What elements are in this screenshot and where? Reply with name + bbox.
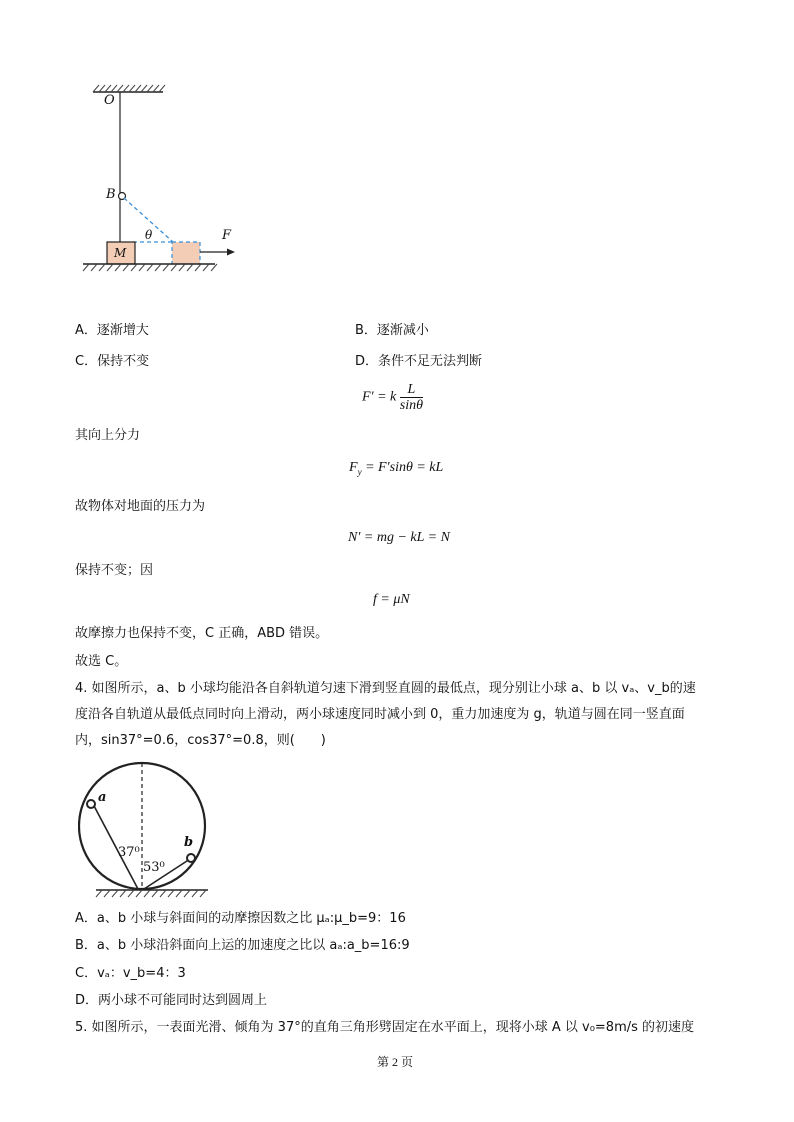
equation-4: f = μN: [373, 592, 410, 607]
block-shifted: [172, 242, 200, 264]
q4-option-a: A．a、b 小球与斜面间的动摩擦因数之比 μₐ:μ_b=9：16: [75, 911, 406, 926]
ball-a: [87, 800, 95, 808]
eq1-lhs: F′ = k: [362, 389, 397, 405]
eq1-fraction: [400, 382, 423, 413]
q3-option-b: B．逐渐减小: [355, 323, 429, 338]
label-f: F: [222, 228, 232, 243]
equation-2: [349, 460, 443, 477]
solution-line-2: 故物体对地面的压力为: [75, 499, 206, 514]
eq2-rest: = F′sinθ = kL: [361, 460, 444, 475]
q3-option-a: A．逐渐增大: [75, 323, 149, 338]
force-arrowhead: [227, 249, 235, 256]
ball-b: [187, 854, 195, 862]
q4-stem-line-2: 度沿各自轨道从最低点同时向上滑动，两小球速度同时减小到 0，重力加速度为 g，轨道与圆在同一竖直面: [75, 707, 685, 722]
label-m: M: [114, 246, 127, 260]
q5-stem: 5. 如图所示，一表面光滑、倾角为 37°的直角三角形劈固定在水平面上，现将小球 A 以 v₀=8m/s 的初速度: [75, 1020, 695, 1035]
solution-line-3: 保持不变；因: [75, 563, 154, 578]
equation-3: N′ = mg − kL = N: [348, 530, 450, 545]
label-theta: θ: [145, 228, 153, 242]
solution-line-4: 故摩擦力也保持不变，C 正确，ABD 错误。: [75, 626, 329, 641]
fig2-label-a: a: [98, 790, 107, 805]
ground-hatch: [83, 264, 217, 271]
label-o: O: [104, 93, 115, 108]
ceiling-hatch: [93, 85, 165, 92]
q3-option-c: C．保持不变: [75, 354, 150, 369]
q4-option-b: B．a、b 小球沿斜面向上运的加速度之比以 aₐ:a_b=16:9: [75, 938, 410, 953]
eq2-f: F: [349, 460, 358, 475]
equation-1: [362, 382, 423, 413]
label-b: B: [106, 187, 116, 202]
eq1-denominator: sinθ: [399, 398, 423, 413]
ground-hatch-2: [96, 890, 206, 897]
q4-stem-line-3: 内，sin37°=0.6，cos37°=0.8，则( ): [75, 733, 326, 748]
fig2-angle-53: 53⁰: [143, 860, 165, 875]
fig2-label-b: b: [184, 835, 194, 850]
q3-option-d: D．条件不足无法判断: [355, 354, 483, 369]
q4-stem-line-1: 4. 如图所示，a、b 小球均能沿各自斜轨道匀速下滑到竖直圆的最低点，现分别让小球 a、b 以 vₐ、v_b的速: [75, 681, 696, 696]
fig2-angle-37: 37⁰: [118, 845, 140, 860]
q4-option-d: D．两小球不可能同时达到圆周上: [75, 993, 268, 1008]
figure-rope-block: [75, 80, 255, 275]
eq1-numerator: L: [400, 382, 423, 398]
q4-option-c: C．vₐ：v_b=4：3: [75, 966, 186, 981]
solution-line-1: 其向上分力: [75, 428, 141, 443]
figure-circle-inclines: [78, 758, 218, 903]
eq2-sub: y: [357, 466, 362, 477]
page-number: 第 2 页: [377, 1055, 414, 1069]
solution-line-5: 故选 C。: [75, 654, 128, 669]
